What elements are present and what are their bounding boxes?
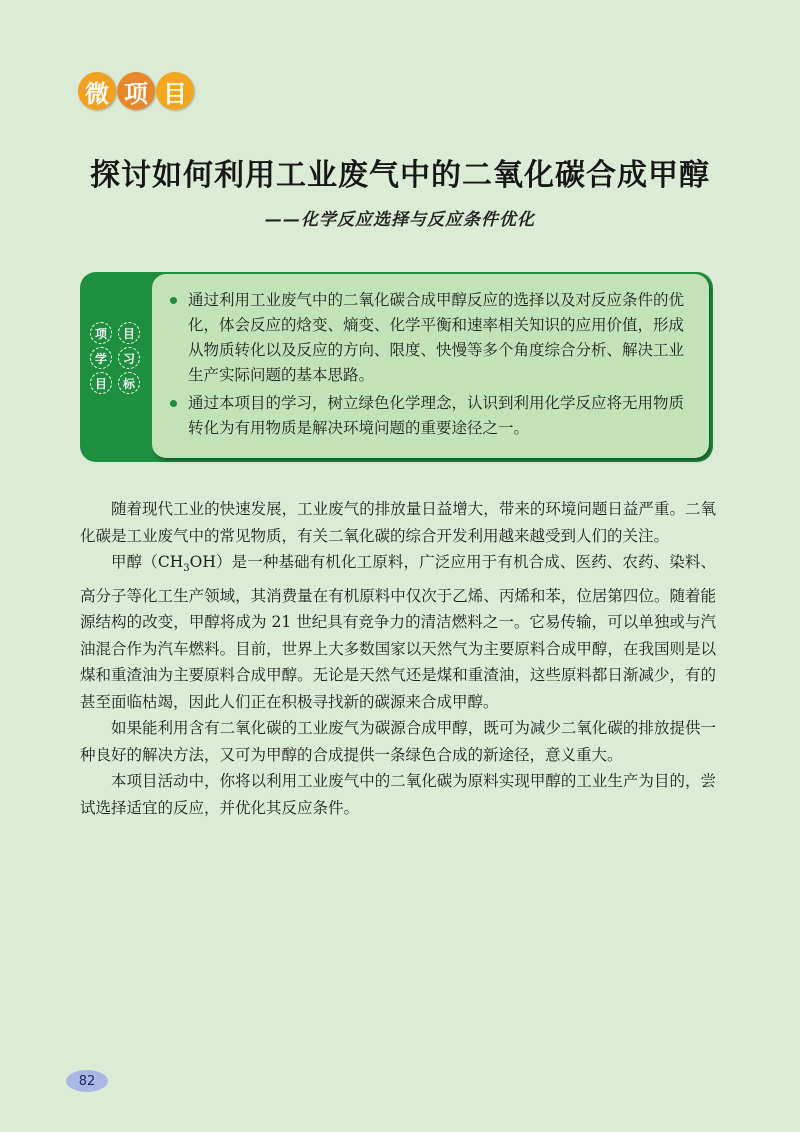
bullet-icon bbox=[170, 297, 177, 304]
page-number: 82 bbox=[66, 1070, 108, 1092]
objectives-label-col-2 bbox=[118, 322, 140, 394]
objective-item bbox=[168, 288, 691, 388]
body-text bbox=[80, 496, 716, 821]
label-char: 目 bbox=[90, 372, 112, 394]
paragraph-4: 本项目活动中，你将以利用工业废气中的二氧化碳为原料实现甲醇的工业生产为目的，尝试选择适宜的反应，并优化其反应条件。 bbox=[80, 772, 716, 817]
page-subtitle: ——化学反应选择与反应条件优化 bbox=[265, 210, 535, 230]
objective-text: 通过本项目的学习，树立绿色化学理念，认识到利用化学反应将无用物质转化为有用物质是解决环境问题的重要途径之一。 bbox=[188, 394, 685, 437]
badge-char-3: 目 bbox=[156, 72, 194, 110]
objective-text: 通过利用工业废气中的二氧化碳合成甲醇反应的选择以及对反应条件的优化，体会反应的焓变、熵变、化学平衡和速率相关知识的应用价值，形成从物质转化以及反应的方向、限度、快慢等多个角度综合分析、解决工业生产实际问题的基本思路。 bbox=[188, 291, 685, 384]
page-title: 探讨如何利用工业废气中的二氧化碳合成甲醇 bbox=[90, 158, 710, 193]
label-char: 项 bbox=[90, 322, 112, 344]
section-badge bbox=[78, 72, 194, 110]
badge-char-1: 微 bbox=[78, 72, 116, 110]
objective-item bbox=[168, 391, 691, 441]
label-char: 目 bbox=[118, 322, 140, 344]
objectives-label-col-1 bbox=[90, 322, 112, 394]
learning-objectives-box bbox=[80, 272, 713, 462]
paragraph-2-prefix: 甲醇（CH bbox=[111, 553, 184, 571]
bullet-icon bbox=[170, 400, 177, 407]
label-char: 标 bbox=[118, 372, 140, 394]
badge-char-2: 项 bbox=[117, 72, 155, 110]
objectives-label bbox=[80, 272, 152, 462]
paragraph-2 bbox=[80, 549, 716, 715]
objectives-panel bbox=[152, 274, 709, 458]
paragraph-2-rest: OH）是一种基础有机化工原料，广泛应用于有机合成、医药、农药、染料、高分子等化工生产领域，其消费量在有机原料中仅次于乙烯、丙烯和苯，位居第四位。随着能源结构的改变，甲醇将成为 21 世纪具有竞争力的清洁燃料之一。它易传输，可以单独或与汽油混合作为汽车燃料。目前，世界上大多数国家以天然气为主要原料合成甲醇，在我国则是以煤和重渣油为主要原料合成甲醇。无论是天然气还是煤和重渣油，这些原料都日渐减少，有的甚至面临枯竭，因此人们正在积极寻找新的碳源来合成甲醇。 bbox=[80, 553, 716, 711]
label-char: 学 bbox=[90, 347, 112, 369]
paragraph-3: 如果能利用含有二氧化碳的工业废气为碳源合成甲醇，既可为减少二氧化碳的排放提供一种良好的解决方法，又可为甲醇的合成提供一条绿色合成的新途径，意义重大。 bbox=[80, 719, 716, 764]
label-char: 习 bbox=[118, 347, 140, 369]
subscript: 3 bbox=[183, 563, 190, 575]
paragraph-1: 随着现代工业的快速发展，工业废气的排放量日益增大，带来的环境问题日益严重。二氧化碳是工业废气中的常见物质，有关二氧化碳的综合开发利用越来越受到人们的关注。 bbox=[80, 500, 716, 545]
